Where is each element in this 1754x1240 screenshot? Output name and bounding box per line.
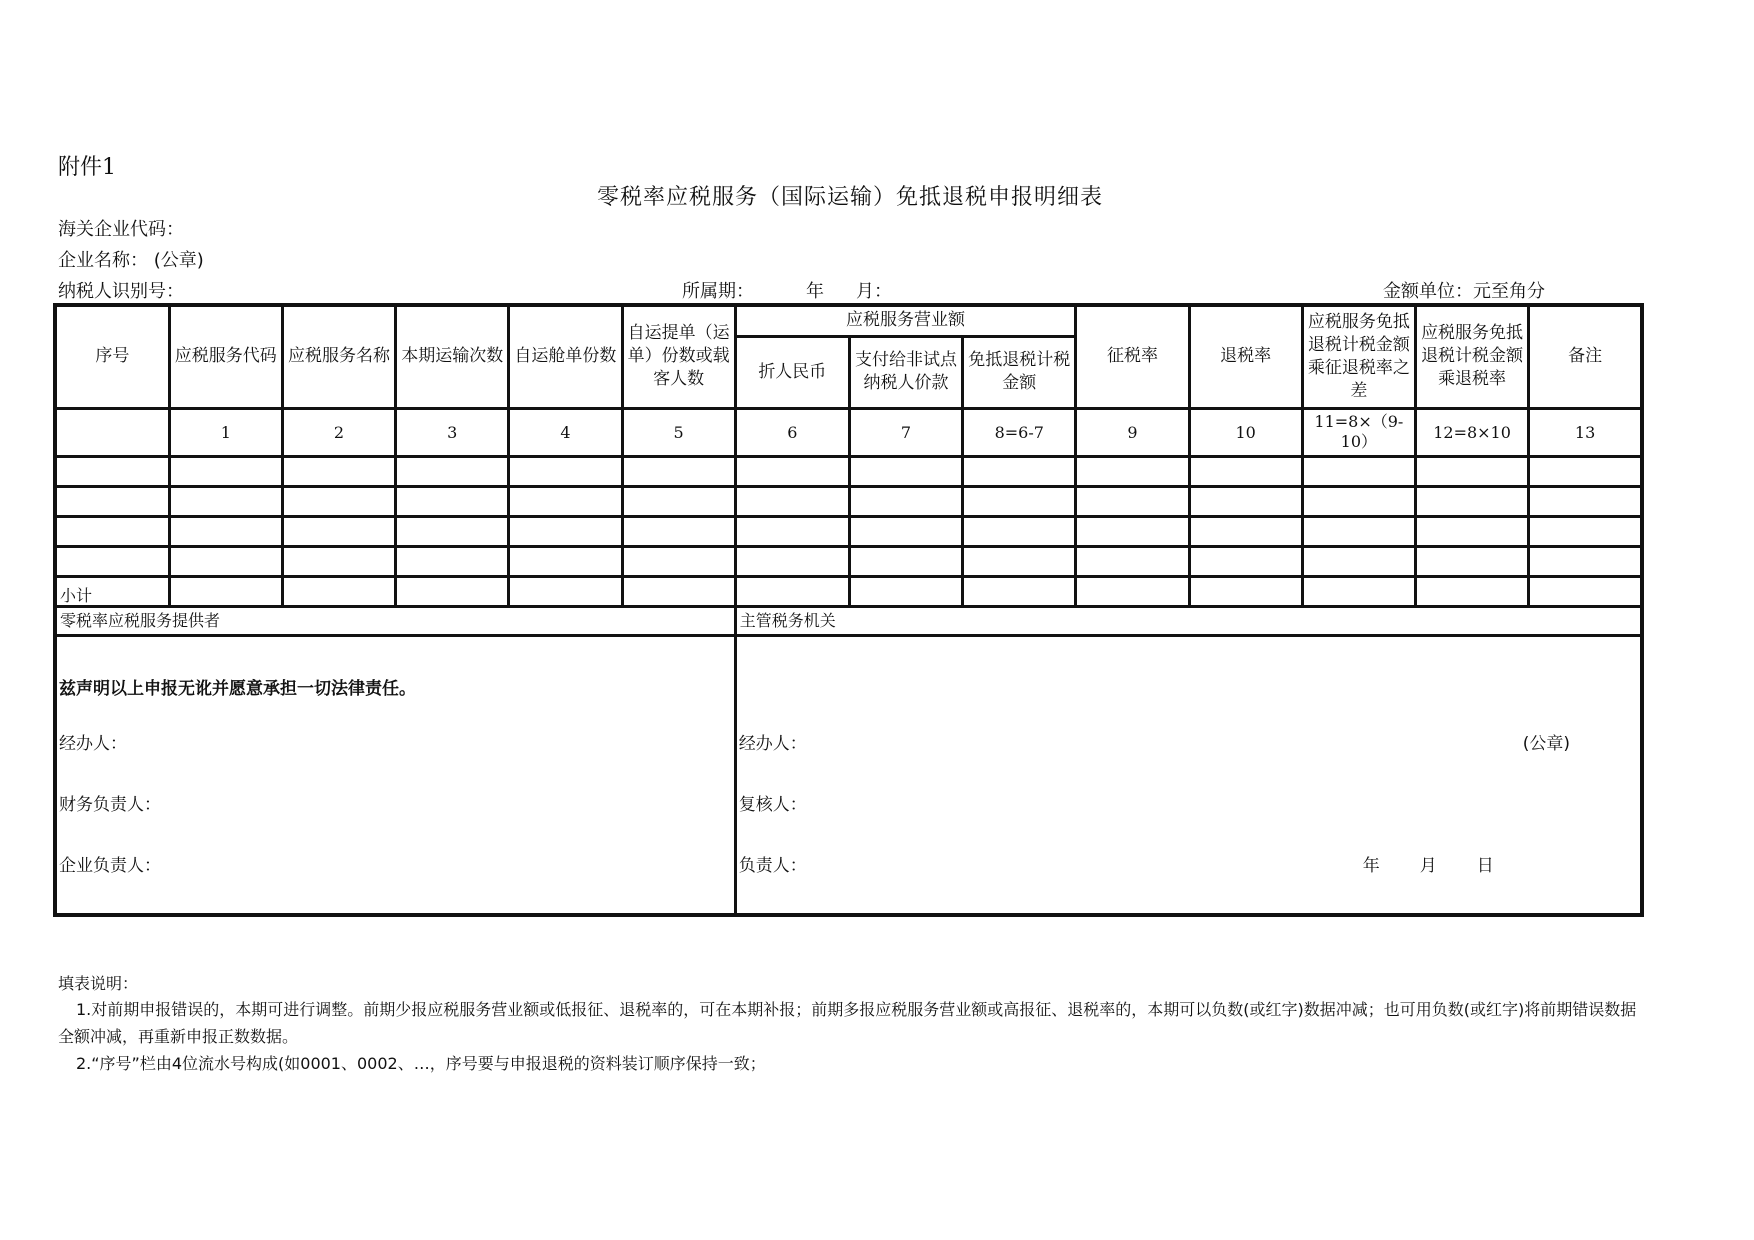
subtotal-cell[interactable] xyxy=(509,576,622,606)
subtotal-cell[interactable] xyxy=(282,576,395,606)
table-cell[interactable] xyxy=(735,486,849,516)
table-cell[interactable] xyxy=(735,516,849,546)
declaration-table xyxy=(53,303,1644,917)
column-number: 3 xyxy=(396,408,509,456)
table-cell[interactable] xyxy=(55,516,169,546)
header-own-bill-count: 自运提单（运单）份数或载客人数 xyxy=(622,305,735,408)
subtotal-cell[interactable] xyxy=(1189,576,1302,606)
table-cell[interactable] xyxy=(1302,486,1415,516)
table-cell[interactable] xyxy=(1076,546,1189,576)
table-cell[interactable] xyxy=(282,546,395,576)
column-number: 13 xyxy=(1529,408,1642,456)
header-refund-base: 免抵退税计税金额 xyxy=(963,336,1076,408)
table-cell[interactable] xyxy=(509,486,622,516)
table-cell[interactable] xyxy=(735,546,849,576)
table-cell[interactable] xyxy=(169,486,282,516)
header-own-cabin-count: 自运舱单份数 xyxy=(509,305,622,408)
table-cell[interactable] xyxy=(509,546,622,576)
provider-handler-label: 经办人： xyxy=(59,733,127,754)
subtotal-cell[interactable] xyxy=(1076,576,1189,606)
header-seq: 序号 xyxy=(55,305,169,408)
table-cell[interactable] xyxy=(1302,516,1415,546)
notes-title: 填表说明： xyxy=(58,974,139,993)
finance-head-label: 财务负责人： xyxy=(59,794,161,815)
date-year-label: 年 xyxy=(1362,855,1380,876)
attachment-label: 附件1 xyxy=(58,155,116,180)
page-title: 零税率应税服务（国际运输）免抵退税申报明细表 xyxy=(596,185,1103,210)
table-cell[interactable] xyxy=(1189,516,1302,546)
provider-section-title: 零税率应税服务提供者 xyxy=(55,606,735,635)
provider-panel xyxy=(55,635,735,915)
table-cell[interactable] xyxy=(622,486,735,516)
table-cell[interactable] xyxy=(1302,546,1415,576)
table-cell[interactable] xyxy=(396,516,509,546)
period-year-label: 年 xyxy=(806,281,824,302)
reviewer-label: 复核人： xyxy=(738,794,807,815)
subtotal-cell[interactable] xyxy=(849,576,962,606)
note-item: 2.“序号”栏由4位流水号构成(如0001、0002、…，序号要与申报退税的资料装订顺序保持一致； xyxy=(76,1054,766,1073)
table-cell[interactable] xyxy=(509,456,622,486)
column-number: 6 xyxy=(735,408,849,456)
column-number: 11=8×（9-10） xyxy=(1302,408,1415,456)
table-cell[interactable] xyxy=(963,546,1076,576)
subtotal-cell[interactable] xyxy=(963,576,1076,606)
column-number-blank xyxy=(55,408,169,456)
table-cell[interactable] xyxy=(55,486,169,516)
subtotal-cell[interactable] xyxy=(1529,576,1642,606)
subtotal-cell[interactable] xyxy=(622,576,735,606)
table-cell[interactable] xyxy=(1415,546,1528,576)
header-service-name: 应税服务名称 xyxy=(282,305,395,408)
subtotal-label: 小计 xyxy=(55,576,169,606)
amount-unit-label: 金额单位：元至角分 xyxy=(1383,281,1545,302)
header-service-code: 应税服务代码 xyxy=(169,305,282,408)
table-cell[interactable] xyxy=(509,516,622,546)
table-cell[interactable] xyxy=(55,456,169,486)
subtotal-cell[interactable] xyxy=(1302,576,1415,606)
table-cell[interactable] xyxy=(849,516,962,546)
table-cell[interactable] xyxy=(169,546,282,576)
table-cell[interactable] xyxy=(282,486,395,516)
period-label: 所属期： xyxy=(682,281,754,302)
column-number: 5 xyxy=(622,408,735,456)
table-cell[interactable] xyxy=(622,456,735,486)
customs-code-label: 海关企业代码： xyxy=(58,219,184,240)
table-cell[interactable] xyxy=(396,546,509,576)
company-name-label: 企业名称： (公章) xyxy=(58,250,204,271)
column-number: 12=8×10 xyxy=(1415,408,1528,456)
table-cell[interactable] xyxy=(735,456,849,486)
authority-handler-label: 经办人： xyxy=(738,733,807,754)
official-seal-label: (公章) xyxy=(1522,733,1570,754)
subtotal-cell[interactable] xyxy=(396,576,509,606)
header-transport-count: 本期运输次数 xyxy=(396,305,509,408)
header-diff-amount: 应税服务免抵退税计税金额乘征退税率之差 xyxy=(1302,305,1415,408)
authority-head-label: 负责人： xyxy=(738,855,807,876)
table-cell[interactable] xyxy=(1529,486,1642,516)
subtotal-cell[interactable] xyxy=(169,576,282,606)
table-cell[interactable] xyxy=(963,456,1076,486)
table-cell[interactable] xyxy=(396,486,509,516)
header-revenue-group: 应税服务营业额 xyxy=(735,305,1076,336)
header-rmb: 折人民币 xyxy=(735,336,849,408)
column-number: 10 xyxy=(1189,408,1302,456)
column-number: 9 xyxy=(1076,408,1189,456)
table-cell[interactable] xyxy=(1189,486,1302,516)
table-cell[interactable] xyxy=(55,546,169,576)
data-rows xyxy=(55,456,1642,576)
date-day-label: 日 xyxy=(1476,855,1494,876)
table-cell[interactable] xyxy=(1415,486,1528,516)
column-number: 4 xyxy=(509,408,622,456)
column-number: 8=6-7 xyxy=(963,408,1076,456)
table-cell[interactable] xyxy=(849,546,962,576)
column-number: 2 xyxy=(282,408,395,456)
company-head-label: 企业负责人： xyxy=(59,855,161,876)
table-cell[interactable] xyxy=(1189,546,1302,576)
table-cell[interactable] xyxy=(849,456,962,486)
header-paid-non-taxpayer: 支付给非试点纳税人价款 xyxy=(849,336,962,408)
table-cell[interactable] xyxy=(1076,516,1189,546)
table-cell[interactable] xyxy=(1415,516,1528,546)
table-cell[interactable] xyxy=(849,486,962,516)
table-cell[interactable] xyxy=(1415,456,1528,486)
table-cell[interactable] xyxy=(396,456,509,486)
table-cell[interactable] xyxy=(169,516,282,546)
header-remarks: 备注 xyxy=(1529,305,1642,408)
table-cell[interactable] xyxy=(1529,546,1642,576)
period-month-label: 月： xyxy=(856,281,892,302)
date-month-label: 月 xyxy=(1419,855,1437,876)
table-cell[interactable] xyxy=(1529,456,1642,486)
table-cell[interactable] xyxy=(1189,456,1302,486)
header-levy-rate: 征税率 xyxy=(1076,305,1189,408)
table-cell[interactable] xyxy=(1076,486,1189,516)
table-cell[interactable] xyxy=(1529,516,1642,546)
column-number: 7 xyxy=(849,408,962,456)
taxpayer-id-label: 纳税人识别号： xyxy=(58,281,184,302)
table-row xyxy=(55,546,1642,576)
subtotal-cell[interactable] xyxy=(1415,576,1528,606)
table-cell[interactable] xyxy=(622,546,735,576)
header-refund-amount: 应税服务免抵退税计税金额乘退税率 xyxy=(1415,305,1528,408)
header-refund-rate: 退税率 xyxy=(1189,305,1302,408)
table-cell[interactable] xyxy=(1076,456,1189,486)
table-cell[interactable] xyxy=(963,486,1076,516)
table-cell[interactable] xyxy=(622,516,735,546)
column-number: 1 xyxy=(169,408,282,456)
declaration-text: 兹声明以上申报无讹并愿意承担一切法律责任。 xyxy=(59,678,416,699)
table-row xyxy=(55,456,1642,486)
authority-section-title: 主管税务机关 xyxy=(735,606,1642,635)
subtotal-cell[interactable] xyxy=(735,576,849,606)
table-cell[interactable] xyxy=(963,516,1076,546)
table-cell[interactable] xyxy=(169,456,282,486)
table-row xyxy=(55,486,1642,516)
table-cell[interactable] xyxy=(282,516,395,546)
table-cell[interactable] xyxy=(282,456,395,486)
authority-panel xyxy=(735,635,1642,915)
table-row xyxy=(55,516,1642,546)
note-item: 1.对前期申报错误的，本期可进行调整。前期少报应税服务营业额或低报征、退税率的，可在本期补报；前期多报应税服务营业额或高报征、退税率的，本期可以负数(或红字)数据冲减；也可用负数(或红字)将前期错误数据全额冲减，再重新申报正数数据。 xyxy=(58,1000,1637,1046)
table-cell[interactable] xyxy=(1302,456,1415,486)
